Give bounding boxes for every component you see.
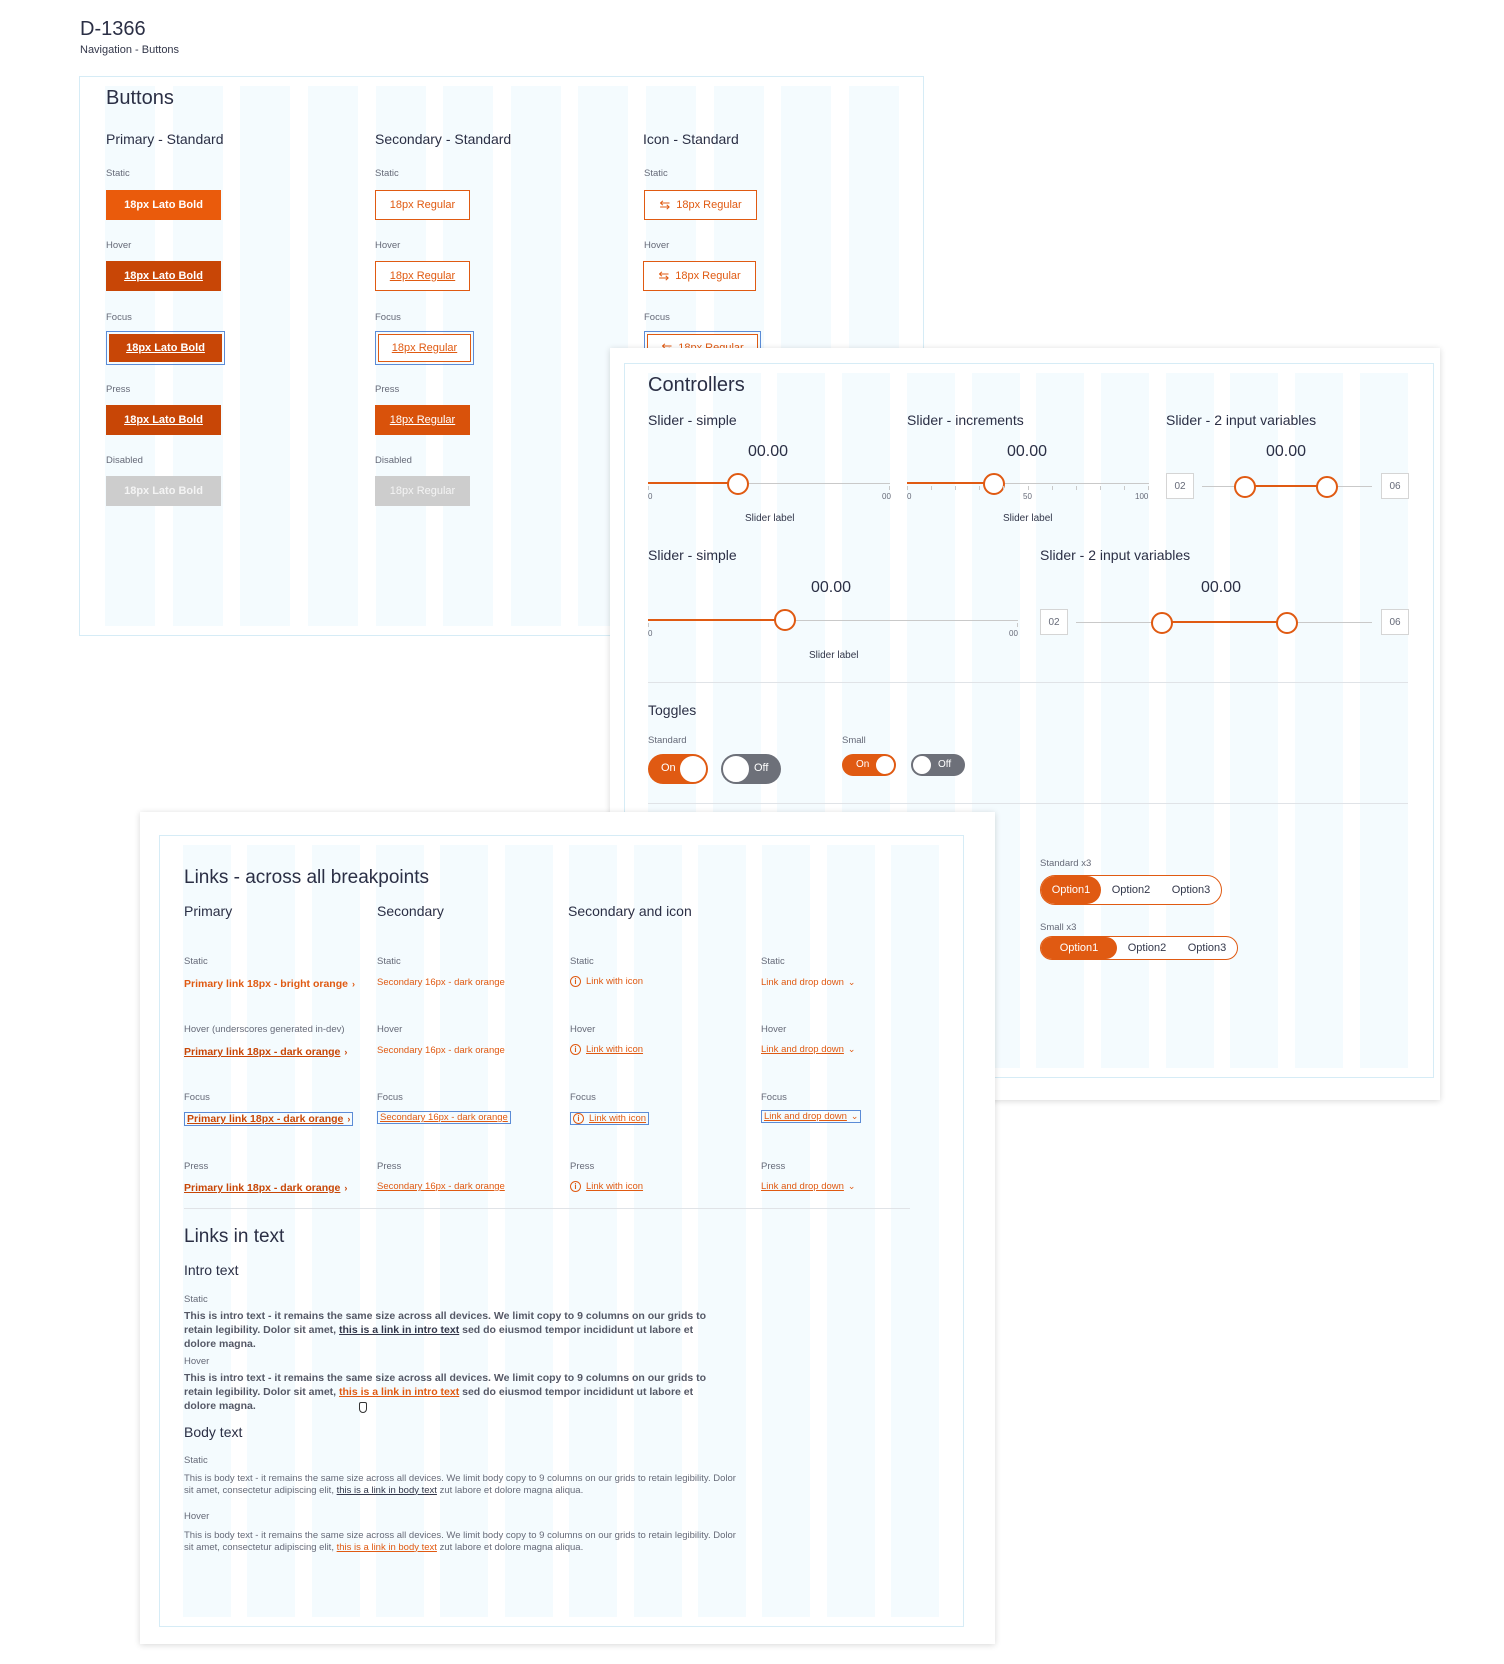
- link-text: Link with icon: [586, 1181, 644, 1193]
- grid-columns: [183, 845, 939, 1617]
- state-caption: Press: [375, 384, 400, 395]
- slider-handle[interactable]: [983, 473, 1005, 495]
- slider-value: 00.00: [1007, 443, 1048, 460]
- toggle-knob: [679, 755, 707, 783]
- slider-tick: [1100, 486, 1101, 490]
- toggle-knob: [912, 755, 932, 775]
- toggle-small-on[interactable]: [842, 754, 896, 776]
- secondary-icon-links-heading: Secondary and icon: [568, 903, 692, 919]
- segment-option[interactable]: Option2: [1127, 942, 1167, 954]
- toggle-small-caption: Small: [842, 735, 866, 746]
- segment-option[interactable]: Option3: [1187, 942, 1227, 954]
- secondary-button-static[interactable]: 18px Regular: [375, 190, 470, 220]
- paragraph-text: This is body text - it remains the same size across all devices. We limit body copy to 9 columns on our grids to retain legibility. Dolor sit amet, consectetur adipiscing elit,: [184, 1473, 736, 1496]
- secondary-links-heading: Secondary: [377, 903, 444, 919]
- info-icon: i: [570, 976, 581, 987]
- slider-high-handle[interactable]: [1276, 612, 1298, 634]
- secondary-link-static[interactable]: [377, 977, 505, 988]
- secondary-standard-heading: Secondary - Standard: [375, 131, 512, 147]
- body-text-heading: Body text: [184, 1424, 243, 1440]
- state-caption: Focus: [570, 1092, 596, 1103]
- icon-button-hover[interactable]: [643, 261, 756, 291]
- segment-option[interactable]: Option2: [1111, 884, 1151, 896]
- slider-label: Slider label: [745, 513, 795, 524]
- slider-tick: [1052, 486, 1053, 490]
- state-caption: Static: [184, 1294, 208, 1305]
- slider-tick: [955, 486, 956, 490]
- chevron-right-icon: ›: [351, 979, 355, 989]
- intro-paragraph-static: [184, 1309, 724, 1351]
- icon-link-press[interactable]: [570, 1181, 643, 1192]
- dropdown-link-hover[interactable]: [761, 1044, 855, 1055]
- state-caption: Hover (underscores generated in-dev): [184, 1024, 345, 1035]
- slider-increments-heading: Slider - increments: [907, 412, 1024, 428]
- slider-tick: [931, 486, 932, 490]
- info-icon: i: [570, 1044, 581, 1055]
- state-caption: Static: [106, 168, 130, 179]
- slider-tick: [889, 486, 890, 490]
- slider-value: 00.00: [1266, 443, 1307, 460]
- state-caption: Static: [375, 168, 399, 179]
- secondary-button-hover[interactable]: 18px Regular: [375, 261, 470, 291]
- primary-button-focus[interactable]: 18px Lato Bold: [109, 334, 222, 362]
- hand-cursor-icon: [359, 1402, 367, 1413]
- slider-label: Slider label: [809, 650, 859, 661]
- slider-label: Slider label: [1003, 513, 1053, 524]
- slider-max-label: 00: [882, 492, 891, 501]
- slider-low-handle[interactable]: [1151, 612, 1173, 634]
- state-caption: Static: [377, 956, 401, 967]
- icon-button-label: 18px Regular: [676, 199, 742, 211]
- state-caption: Static: [184, 956, 208, 967]
- slider-handle[interactable]: [774, 609, 796, 631]
- slider-tick: [907, 486, 908, 490]
- link-text: Secondary 16px - dark orange: [377, 1045, 505, 1056]
- toggles-heading: Toggles: [648, 702, 697, 718]
- dropdown-link-press[interactable]: [761, 1181, 855, 1192]
- secondary-link-press[interactable]: [377, 1181, 505, 1192]
- secondary-link-hover[interactable]: [377, 1045, 505, 1056]
- body-paragraph-hover: [184, 1530, 744, 1553]
- doc-title: D-1366: [80, 18, 146, 40]
- slider-two-inputs-heading: Slider - 2 input variables: [1040, 547, 1191, 563]
- slider-mid-label: 50: [1023, 492, 1032, 501]
- chevron-down-icon: ⌄: [850, 1111, 859, 1121]
- link-text: Primary link 18px - dark orange: [184, 1046, 341, 1058]
- toggle-small-off[interactable]: [911, 754, 965, 776]
- info-icon: i: [573, 1113, 584, 1124]
- toggle-off-label: Off: [754, 762, 769, 774]
- state-caption: Hover: [184, 1511, 210, 1522]
- toggle-on-label: On: [856, 759, 870, 770]
- chevron-right-icon: ›: [347, 1114, 351, 1124]
- slider-tick: [1028, 486, 1029, 490]
- link-text: Secondary 16px - dark orange: [377, 1181, 505, 1192]
- state-caption: Disabled: [375, 455, 412, 466]
- slider-value: 00.00: [811, 579, 852, 596]
- slider-fill: [648, 619, 785, 621]
- link-text: Link and drop down: [761, 977, 844, 988]
- slider-tick: [648, 623, 649, 627]
- state-caption: Press: [184, 1161, 209, 1172]
- state-caption: Focus: [377, 1092, 403, 1103]
- intro-text-heading: Intro text: [184, 1262, 239, 1278]
- state-caption: Static: [184, 1455, 208, 1466]
- segment-option[interactable]: Option1: [1041, 876, 1101, 904]
- dropdown-link-static[interactable]: [761, 977, 855, 988]
- paragraph-text: This is intro text - it remains the same size across all devices. We limit copy to 9 columns on our grids to retain legibility. Dolor sit amet,: [184, 1372, 707, 1398]
- chevron-down-icon: ⌄: [847, 977, 856, 987]
- secondary-button-press[interactable]: 18px Regular: [375, 405, 470, 435]
- slider-value: 00.00: [1201, 579, 1242, 596]
- segmented-standard-caption: Standard x3: [1040, 858, 1092, 869]
- slider-tick: [979, 486, 980, 490]
- chevron-right-icon: ›: [344, 1047, 348, 1057]
- primary-link-hover[interactable]: [184, 1046, 347, 1058]
- state-caption: Focus: [644, 312, 670, 323]
- state-caption: Focus: [184, 1092, 210, 1103]
- toggle-on-label: On: [661, 762, 676, 774]
- sliders-icon: ⇆: [658, 268, 670, 283]
- link-text: Link and drop down: [761, 1181, 844, 1192]
- inline-link[interactable]: this is a link in body text: [336, 1541, 437, 1553]
- toggle-standard-off[interactable]: [721, 754, 781, 784]
- state-caption: Static: [761, 956, 785, 967]
- slider-low-handle[interactable]: [1234, 476, 1256, 498]
- state-caption: Press: [570, 1161, 595, 1172]
- link-text: Primary link 18px - dark orange: [184, 1182, 341, 1194]
- link-text: Primary link 18px - dark orange: [187, 1113, 344, 1125]
- inline-link[interactable]: this is a link in intro text: [339, 1324, 460, 1336]
- paragraph-text: zut labore et dolore magna aliqua.: [436, 1484, 584, 1496]
- state-caption: Focus: [375, 312, 401, 323]
- slider-simple-heading: Slider - simple: [648, 547, 737, 563]
- slider-tick: [1017, 623, 1018, 627]
- link-text: Link with icon: [586, 1044, 644, 1056]
- state-caption: Press: [377, 1161, 402, 1172]
- slider-max-label: 100: [1135, 492, 1149, 501]
- state-caption: Hover: [761, 1024, 787, 1035]
- secondary-link-focus[interactable]: [377, 1111, 511, 1124]
- secondary-button-focus[interactable]: 18px Regular: [378, 334, 471, 362]
- slider-two-inputs-heading: Slider - 2 input variables: [1166, 412, 1317, 428]
- state-caption: Hover: [375, 240, 401, 251]
- icon-button-static[interactable]: [644, 190, 757, 220]
- slider-handle[interactable]: [727, 473, 749, 495]
- segmented-control-standard[interactable]: [1040, 875, 1222, 905]
- inline-link[interactable]: this is a link in intro text: [339, 1386, 460, 1398]
- body-paragraph-static: [184, 1473, 744, 1496]
- links-board: [140, 812, 995, 1644]
- secondary-button-disabled: 18px Regular: [375, 476, 470, 506]
- slider-max-input[interactable]: 06: [1381, 473, 1409, 499]
- slider-fill: [1244, 485, 1325, 487]
- chevron-down-icon: ⌄: [847, 1181, 856, 1191]
- icon-button-label: 18px Regular: [675, 270, 741, 282]
- dropdown-link-focus[interactable]: [761, 1110, 861, 1123]
- slider-high-handle[interactable]: [1316, 476, 1338, 498]
- toggle-knob: [875, 755, 895, 775]
- segment-option[interactable]: Option3: [1171, 884, 1211, 896]
- icon-standard-heading: Icon - Standard: [643, 131, 739, 147]
- slider-tick: [1076, 486, 1077, 490]
- link-text: Primary link 18px - bright orange: [184, 978, 348, 990]
- slider-min-input[interactable]: 02: [1040, 609, 1068, 635]
- state-caption: Hover: [106, 240, 132, 251]
- links-title: Links - across all breakpoints: [184, 867, 429, 888]
- state-caption: Hover: [377, 1024, 403, 1035]
- primary-button-disabled: 18px Lato Bold: [106, 476, 221, 506]
- slider-tick: [1148, 486, 1149, 490]
- state-caption: Static: [570, 956, 594, 967]
- state-caption: Static: [644, 168, 668, 179]
- primary-link-press[interactable]: [184, 1182, 347, 1194]
- slider-value: 00.00: [748, 443, 789, 460]
- primary-link-static[interactable]: [184, 978, 355, 990]
- slider-tick: [648, 486, 649, 490]
- info-icon: i: [570, 1181, 581, 1192]
- primary-button-static[interactable]: 18px Lato Bold: [106, 190, 221, 220]
- primary-links-heading: Primary: [184, 903, 233, 919]
- chevron-down-icon: ⌄: [847, 1044, 856, 1054]
- slider-min-label: 0: [907, 492, 912, 501]
- icon-link-static[interactable]: [570, 976, 643, 987]
- toggle-knob: [722, 755, 750, 783]
- intro-paragraph-hover: [184, 1371, 724, 1413]
- sliders-icon: ⇆: [659, 197, 671, 212]
- slider-fill: [907, 482, 994, 484]
- buttons-title: Buttons: [106, 87, 174, 109]
- link-text: Link with icon: [589, 1113, 647, 1125]
- primary-button-press[interactable]: 18px Lato Bold: [106, 405, 221, 435]
- paragraph-text: zut labore et dolore magna aliqua.: [436, 1541, 584, 1553]
- divider: [648, 682, 1408, 683]
- segment-option[interactable]: Option1: [1041, 937, 1117, 959]
- paragraph-text: sed do eiusmod tempor incididunt ut labore et dolore magna.: [184, 1324, 694, 1350]
- divider: [184, 1208, 910, 1209]
- divider: [648, 803, 1408, 804]
- toggle-standard-on[interactable]: [648, 754, 708, 784]
- state-caption: Focus: [761, 1092, 787, 1103]
- controllers-title: Controllers: [648, 374, 745, 396]
- slider-max-label: 00: [1009, 629, 1018, 638]
- state-caption: Focus: [106, 312, 132, 323]
- primary-standard-heading: Primary - Standard: [106, 131, 224, 147]
- slider-min-input[interactable]: 02: [1166, 473, 1194, 499]
- link-text: Link and drop down: [761, 1044, 844, 1055]
- slider-tick: [1003, 486, 1004, 490]
- primary-link-focus[interactable]: [184, 1112, 353, 1126]
- segmented-small-caption: Small x3: [1040, 922, 1077, 933]
- slider-fill: [1162, 621, 1287, 623]
- slider-simple-heading: Slider - simple: [648, 412, 737, 428]
- chevron-right-icon: ›: [344, 1183, 348, 1193]
- state-caption: Hover: [184, 1356, 210, 1367]
- state-caption: Press: [106, 384, 131, 395]
- segmented-control-small[interactable]: [1040, 936, 1238, 960]
- paragraph-text: This is body text - it remains the same size across all devices. We limit body copy to 9 columns on our grids to retain legibility. Dolor sit amet, consectetur adipiscing elit,: [184, 1530, 736, 1553]
- slider-tick: [1124, 486, 1125, 490]
- slider-min-label: 0: [648, 492, 653, 501]
- link-text: Link and drop down: [764, 1111, 847, 1122]
- state-caption: Press: [761, 1161, 786, 1172]
- state-caption: Hover: [644, 240, 670, 251]
- doc-subtitle: Navigation - Buttons: [80, 44, 180, 56]
- state-caption: Disabled: [106, 455, 143, 466]
- icon-link-hover[interactable]: [570, 1044, 643, 1055]
- toggle-standard-caption: Standard: [648, 735, 687, 746]
- link-text: Link with icon: [586, 976, 644, 988]
- icon-link-focus[interactable]: [570, 1112, 649, 1125]
- slider-max-input[interactable]: 06: [1381, 609, 1409, 635]
- links-in-text-title: Links in text: [184, 1226, 285, 1247]
- link-text: Secondary 16px - dark orange: [377, 977, 505, 988]
- paragraph-text: sed do eiusmod tempor incididunt ut labore et dolore magna.: [184, 1386, 694, 1412]
- slider-min-label: 0: [648, 629, 653, 638]
- paragraph-text: This is intro text - it remains the same size across all devices. We limit copy to 9 columns on our grids to retain legibility. Dolor sit amet,: [184, 1310, 707, 1336]
- toggle-off-label: Off: [938, 759, 952, 770]
- slider-fill: [648, 482, 738, 484]
- inline-link[interactable]: this is a link in body text: [336, 1484, 437, 1496]
- primary-button-hover[interactable]: 18px Lato Bold: [106, 261, 221, 291]
- state-caption: Hover: [570, 1024, 596, 1035]
- link-text: Secondary 16px - dark orange: [380, 1112, 508, 1123]
